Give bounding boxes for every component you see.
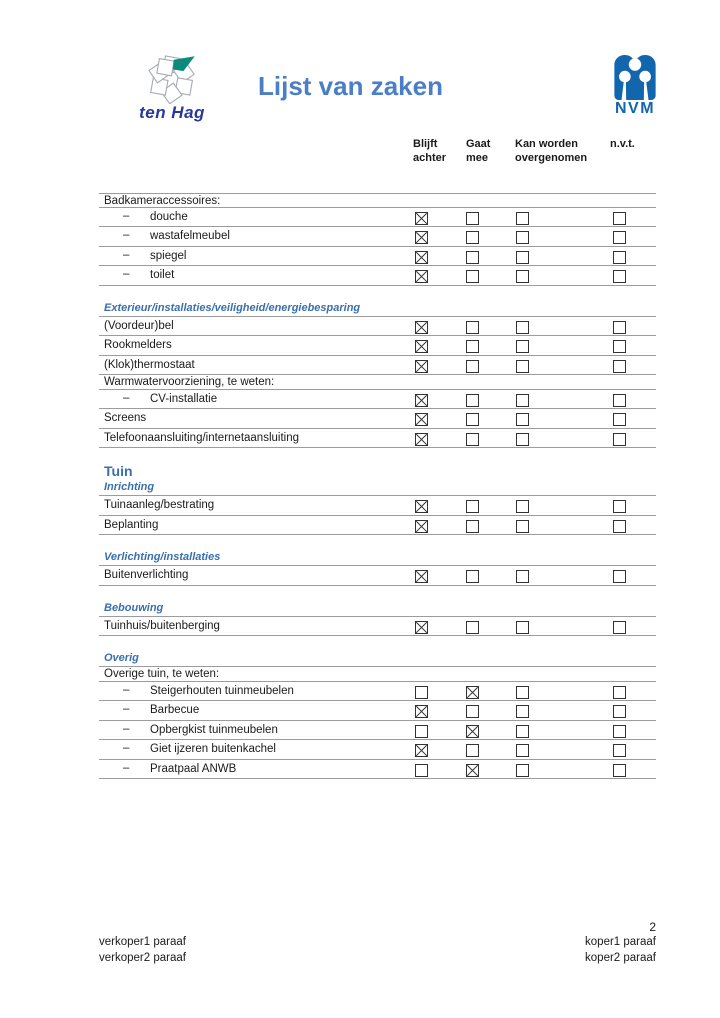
checkbox-nvt[interactable]: [613, 251, 626, 264]
checkbox-kan-worden-overgenomen[interactable]: [516, 321, 529, 334]
page-title: Lijst van zaken: [258, 71, 443, 101]
checkbox-blijft-achter[interactable]: [415, 413, 428, 426]
checkbox-blijft-achter[interactable]: [415, 520, 428, 533]
checkbox-gaat-mee[interactable]: [466, 570, 479, 583]
table-row: [99, 227, 656, 247]
row-label: Warmwatervoorziening, te weten:: [104, 376, 275, 388]
checkbox-nvt[interactable]: [613, 520, 626, 533]
checkbox-kan-worden-overgenomen[interactable]: [516, 413, 529, 426]
row-label: Praatpaal ANWB: [150, 762, 237, 775]
dash-bullet: –: [123, 761, 130, 774]
checkbox-blijft-achter[interactable]: [415, 705, 428, 718]
checkbox-gaat-mee[interactable]: [466, 360, 479, 373]
row-label: spiegel: [150, 249, 187, 262]
dash-bullet: –: [123, 742, 130, 754]
checkbox-gaat-mee[interactable]: [466, 725, 479, 738]
checkbox-gaat-mee[interactable]: [466, 212, 479, 225]
checkbox-kan-worden-overgenomen[interactable]: [516, 570, 529, 583]
table-row: [99, 356, 656, 376]
column-header-nvt: n.v.t.: [610, 138, 635, 150]
checkbox-kan-worden-overgenomen[interactable]: [516, 340, 529, 353]
nvm-wordmark: NVM: [614, 100, 656, 117]
column-header-gaat-mee: Gaat mee: [466, 138, 491, 164]
dash-bullet: –: [123, 209, 130, 222]
checkbox-kan-worden-overgenomen[interactable]: [516, 360, 529, 373]
row-label: (Klok)thermostaat: [104, 358, 195, 371]
row-label: Giet ijzeren buitenkachel: [150, 743, 276, 755]
checkbox-blijft-achter[interactable]: [415, 251, 428, 264]
table-section: [99, 651, 656, 779]
row-label: toilet: [150, 269, 175, 281]
section-heading: Inrichting: [99, 480, 656, 496]
row-label: (Voordeur)bel: [104, 319, 174, 332]
checkbox-gaat-mee[interactable]: [466, 764, 479, 777]
checkbox-nvt[interactable]: [613, 340, 626, 353]
items-table: [99, 193, 656, 779]
page-number: 2: [649, 920, 656, 934]
checkbox-gaat-mee[interactable]: [466, 340, 479, 353]
section-heading: Overig: [99, 651, 656, 667]
table-row: [99, 566, 656, 586]
checkbox-gaat-mee[interactable]: [466, 231, 479, 244]
row-label: Rookmelders: [104, 339, 172, 351]
checkbox-gaat-mee[interactable]: [466, 520, 479, 533]
row-label: Overige tuin, te weten:: [104, 668, 220, 680]
table-group-row: [99, 193, 656, 208]
dash-bullet: –: [123, 248, 130, 261]
table-row: [99, 409, 656, 429]
checkbox-blijft-achter[interactable]: [415, 231, 428, 244]
checkbox-blijft-achter[interactable]: [415, 360, 428, 373]
row-label: Steigerhouten tuinmeubelen: [150, 684, 294, 697]
checkbox-nvt[interactable]: [613, 621, 626, 634]
dash-bullet: –: [123, 722, 130, 735]
row-label: Screens: [104, 412, 147, 424]
checkbox-nvt[interactable]: [613, 764, 626, 777]
table-row: [99, 247, 656, 267]
checkbox-blijft-achter[interactable]: [415, 212, 428, 225]
section-title: Tuin: [104, 463, 133, 479]
table-row: [99, 496, 656, 516]
checkbox-blijft-achter[interactable]: [415, 433, 428, 446]
table-row: [99, 701, 656, 721]
row-label: Telefoonaansluiting/internetaansluiting: [104, 431, 300, 444]
table-section: [99, 463, 656, 535]
section-heading: Verlichting/installaties: [99, 550, 656, 566]
checkbox-nvt[interactable]: [613, 321, 626, 334]
checkbox-kan-worden-overgenomen[interactable]: [516, 212, 529, 225]
checkbox-kan-worden-overgenomen[interactable]: [516, 270, 529, 283]
tenhag-logo: [122, 54, 222, 123]
checkbox-nvt[interactable]: [613, 570, 626, 583]
checkbox-gaat-mee[interactable]: [466, 251, 479, 264]
checkbox-gaat-mee[interactable]: [466, 686, 479, 699]
seller1-paraaf-label: verkoper1 paraaf: [99, 936, 186, 948]
table-row: [99, 208, 656, 228]
row-label: Badkameraccessoires:: [104, 195, 221, 207]
checkbox-blijft-achter[interactable]: [415, 686, 428, 699]
checkbox-nvt[interactable]: [613, 231, 626, 244]
column-header-kan-worden-overgenomen: Kan worden overgenomen: [515, 138, 588, 164]
row-label: Buitenverlichting: [104, 569, 189, 581]
checkbox-nvt[interactable]: [613, 413, 626, 426]
checkbox-kan-worden-overgenomen[interactable]: [516, 705, 529, 718]
checkbox-gaat-mee[interactable]: [466, 321, 479, 334]
buyer-signature-block: [585, 934, 656, 966]
checkbox-gaat-mee[interactable]: [466, 394, 479, 407]
checkbox-blijft-achter[interactable]: [415, 500, 428, 513]
checkbox-gaat-mee[interactable]: [466, 621, 479, 634]
checkbox-kan-worden-overgenomen[interactable]: [516, 725, 529, 738]
checkbox-kan-worden-overgenomen[interactable]: [516, 764, 529, 777]
table-row: [99, 317, 656, 337]
table-row: [99, 617, 656, 637]
row-label: CV-installatie: [150, 392, 218, 405]
column-header-blijft-achter: Blijft achter: [413, 138, 447, 164]
seller-signature-block: [99, 934, 186, 966]
checkbox-gaat-mee[interactable]: [466, 744, 479, 757]
dash-bullet: –: [123, 683, 130, 696]
nvm-logo: [608, 55, 662, 118]
tenhag-wordmark: ten Hag: [139, 103, 205, 122]
row-label: Opbergkist tuinmeubelen: [150, 723, 278, 736]
checkbox-blijft-achter[interactable]: [415, 621, 428, 634]
table-section: [99, 550, 656, 586]
section-heading: Bebouwing: [99, 601, 656, 617]
checkbox-nvt[interactable]: [613, 500, 626, 513]
dash-bullet: –: [123, 268, 130, 280]
table-group-row: [99, 667, 656, 682]
checkbox-nvt[interactable]: [613, 744, 626, 757]
dash-bullet: –: [123, 703, 130, 715]
checkbox-kan-worden-overgenomen[interactable]: [516, 520, 529, 533]
table-row: [99, 429, 656, 449]
checkbox-nvt[interactable]: [613, 705, 626, 718]
checkbox-kan-worden-overgenomen[interactable]: [516, 394, 529, 407]
table-group-row: [99, 375, 656, 390]
checkbox-blijft-achter[interactable]: [415, 340, 428, 353]
table-row: [99, 390, 656, 410]
checkbox-nvt[interactable]: [613, 270, 626, 283]
checkbox-kan-worden-overgenomen[interactable]: [516, 433, 529, 446]
dash-bullet: –: [123, 391, 130, 404]
checkbox-blijft-achter[interactable]: [415, 570, 428, 583]
checkbox-nvt[interactable]: [613, 725, 626, 738]
checkbox-blijft-achter[interactable]: [415, 764, 428, 777]
row-label: wastafelmeubel: [150, 230, 230, 242]
tenhag-pinwheel-icon: [144, 54, 200, 104]
checkbox-blijft-achter[interactable]: [415, 394, 428, 407]
table-row: [99, 721, 656, 741]
checkbox-nvt[interactable]: [613, 433, 626, 446]
table-row: [99, 760, 656, 780]
checkbox-kan-worden-overgenomen[interactable]: [516, 686, 529, 699]
checkbox-blijft-achter[interactable]: [415, 725, 428, 738]
checkbox-gaat-mee[interactable]: [466, 413, 479, 426]
checkbox-blijft-achter[interactable]: [415, 321, 428, 334]
table-row: [99, 336, 656, 356]
row-label: Tuinhuis/buitenberging: [104, 619, 220, 632]
checkbox-kan-worden-overgenomen[interactable]: [516, 251, 529, 264]
row-label: Beplanting: [104, 518, 159, 531]
checkbox-gaat-mee[interactable]: [466, 705, 479, 718]
section-heading: Exterieur/installaties/veiligheid/energiebesparing: [99, 301, 656, 317]
table-section: [99, 193, 656, 286]
nvm-icon: [613, 55, 657, 100]
checkbox-gaat-mee[interactable]: [466, 270, 479, 283]
table-row: [99, 516, 656, 536]
checkbox-kan-worden-overgenomen[interactable]: [516, 744, 529, 757]
checkbox-nvt[interactable]: [613, 394, 626, 407]
column-headers: [99, 137, 656, 169]
table-section: [99, 601, 656, 637]
row-label: Barbecue: [150, 704, 200, 716]
dash-bullet: –: [123, 229, 130, 241]
checkbox-blijft-achter[interactable]: [415, 270, 428, 283]
checkbox-kan-worden-overgenomen[interactable]: [516, 621, 529, 634]
table-row: [99, 682, 656, 702]
table-section: [99, 301, 656, 449]
checkbox-gaat-mee[interactable]: [466, 500, 479, 513]
checkbox-kan-worden-overgenomen[interactable]: [516, 500, 529, 513]
row-label: douche: [150, 210, 188, 223]
checkbox-nvt[interactable]: [613, 212, 626, 225]
buyer2-paraaf-label: koper2 paraaf: [585, 952, 656, 964]
buyer1-paraaf-label: koper1 paraaf: [585, 936, 656, 948]
table-row: [99, 740, 656, 760]
checkbox-nvt[interactable]: [613, 686, 626, 699]
seller2-paraaf-label: verkoper2 paraaf: [99, 952, 186, 964]
table-row: [99, 266, 656, 286]
checkbox-blijft-achter[interactable]: [415, 744, 428, 757]
checkbox-gaat-mee[interactable]: [466, 433, 479, 446]
checkbox-nvt[interactable]: [613, 360, 626, 373]
checkbox-kan-worden-overgenomen[interactable]: [516, 231, 529, 244]
row-label: Tuinaanleg/bestrating: [104, 499, 215, 511]
